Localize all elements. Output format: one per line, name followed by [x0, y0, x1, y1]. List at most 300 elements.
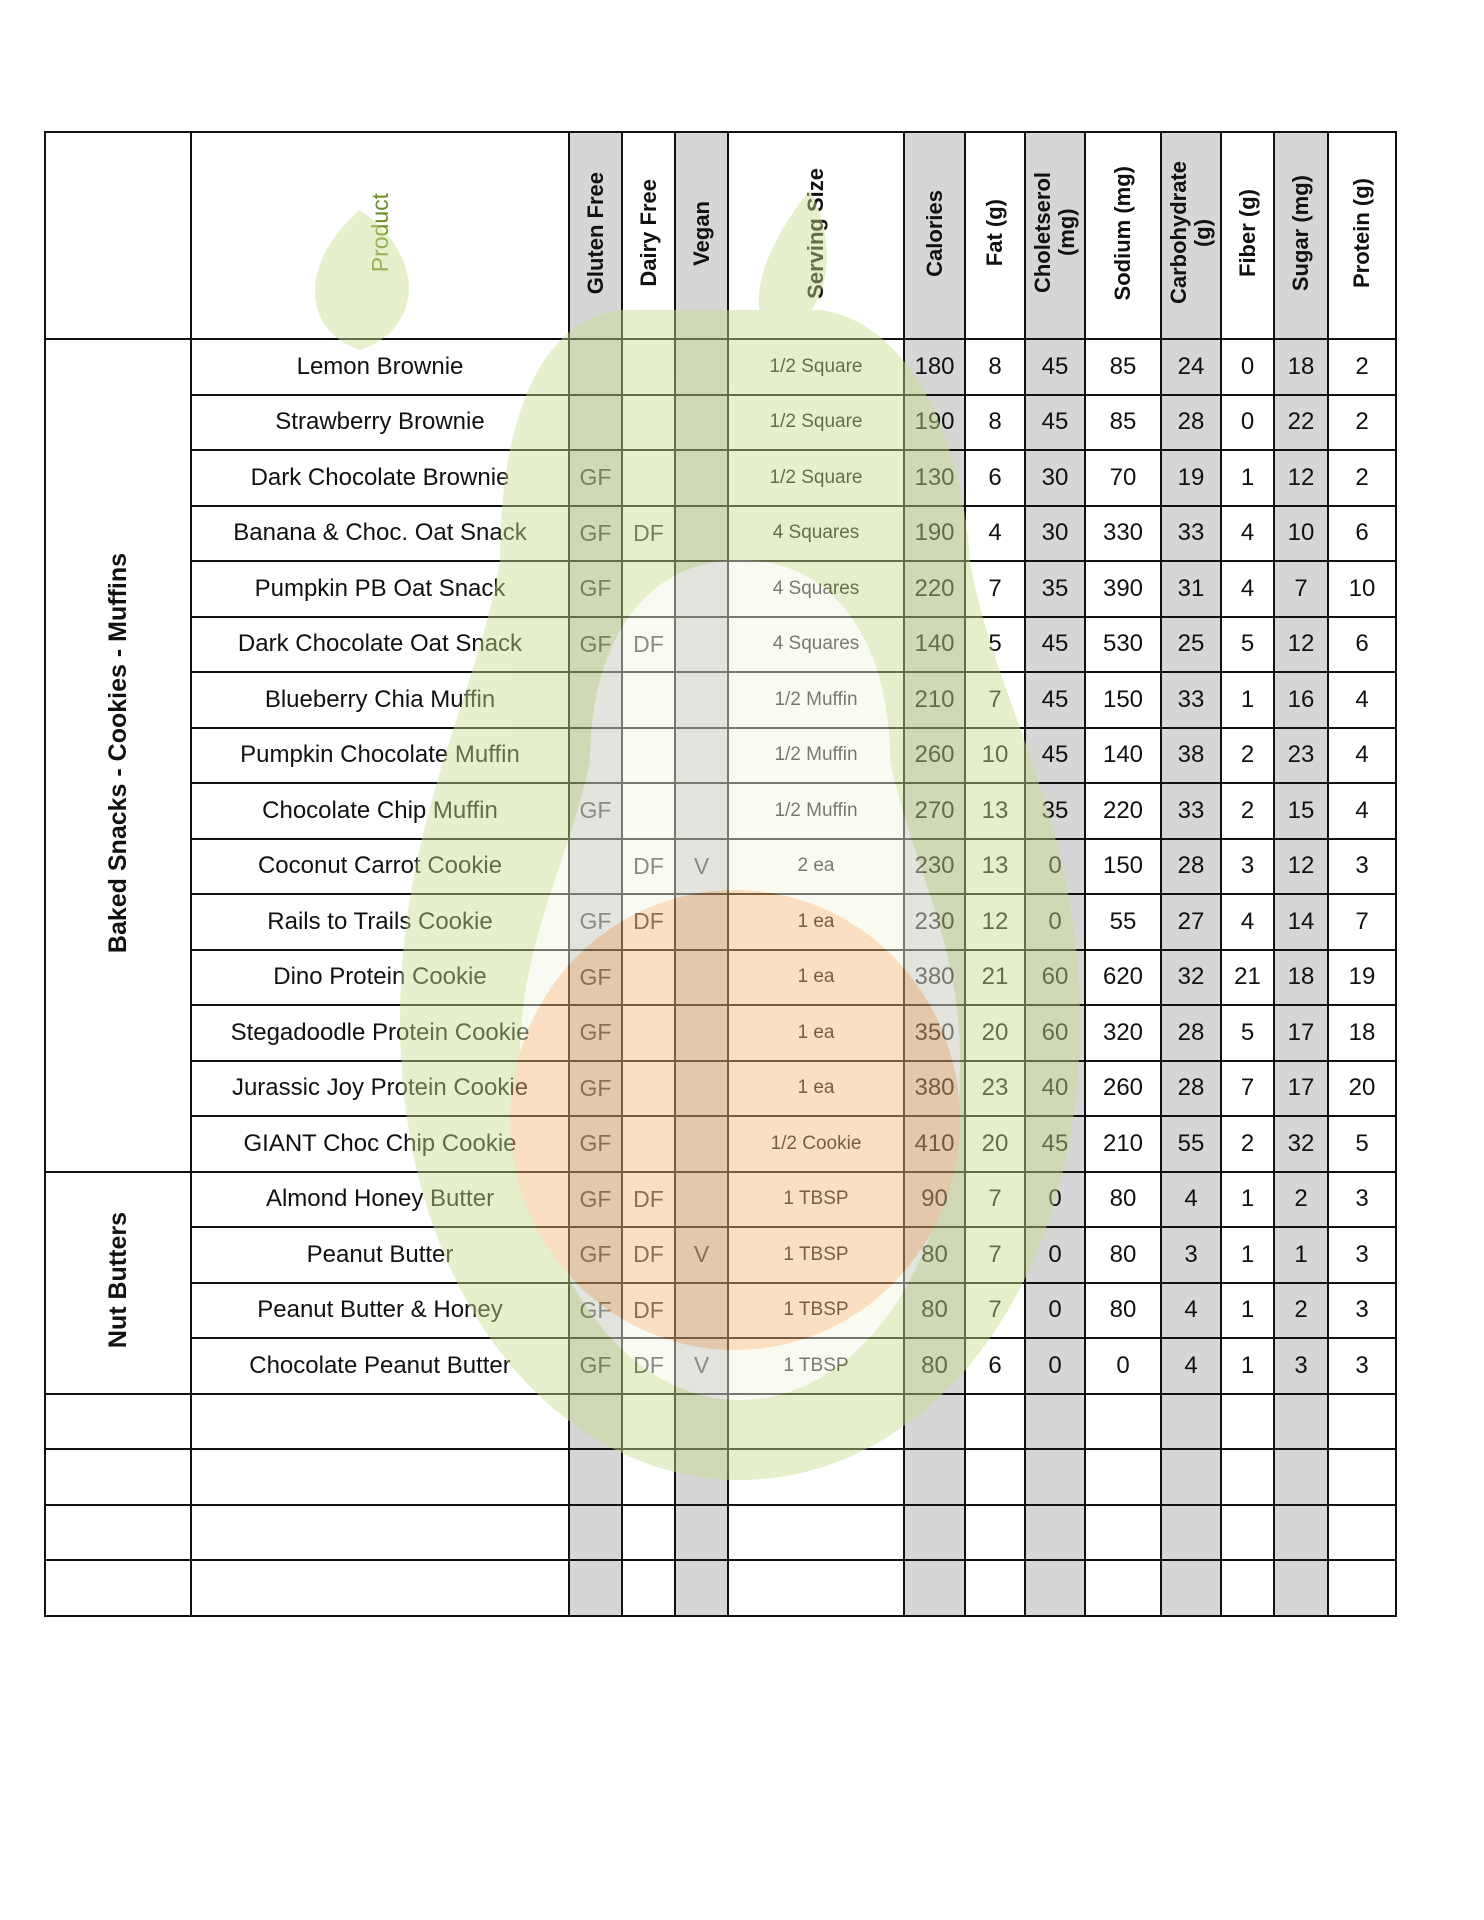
table-row	[45, 1338, 1396, 1394]
gluten-free-cell	[569, 839, 622, 895]
category-label: Baked Snacks - Cookies - Muffins	[104, 552, 132, 953]
empty-cell	[1161, 1505, 1221, 1561]
sodium-cell: 210	[1085, 1116, 1161, 1172]
fiber-cell: 3	[1221, 839, 1274, 895]
empty-cell	[1221, 1449, 1274, 1505]
fat-cell: 5	[965, 617, 1025, 673]
carbohydrate-cell: 24	[1161, 339, 1221, 395]
sodium-cell: 80	[1085, 1227, 1161, 1283]
calories-cell: 350	[904, 1005, 965, 1061]
sugar-cell: 2	[1274, 1172, 1328, 1228]
empty-cell	[191, 1394, 569, 1450]
fiber-cell: 1	[1221, 1172, 1274, 1228]
empty-cell	[622, 1449, 675, 1505]
product-cell: Coconut Carrot Cookie	[191, 839, 569, 895]
serving-size-cell: 1 TBSP	[728, 1227, 904, 1283]
serving-size-cell: 1/2 Cookie	[728, 1116, 904, 1172]
fat-cell: 10	[965, 728, 1025, 784]
carbohydrate-cell: 31	[1161, 561, 1221, 617]
calories-cell: 80	[904, 1338, 965, 1394]
carbohydrate-cell: 33	[1161, 672, 1221, 728]
sugar-cell: 7	[1274, 561, 1328, 617]
empty-cell	[622, 1505, 675, 1561]
cholesterol-cell: 40	[1025, 1061, 1085, 1117]
empty-cell	[1161, 1449, 1221, 1505]
empty-cell	[675, 1505, 728, 1561]
empty-cell	[965, 1560, 1025, 1616]
fat-cell: 7	[965, 1172, 1025, 1228]
calories-cell: 80	[904, 1227, 965, 1283]
vegan-cell	[675, 1005, 728, 1061]
fiber-cell: 5	[1221, 617, 1274, 673]
gluten-free-cell: GF	[569, 1172, 622, 1228]
dairy-free-cell	[622, 1116, 675, 1172]
vegan-cell: V	[675, 1338, 728, 1394]
dairy-free-header: Dairy Free	[622, 132, 675, 339]
protein-cell: 2	[1328, 450, 1396, 506]
calories-cell: 190	[904, 395, 965, 451]
sodium-cell: 70	[1085, 450, 1161, 506]
fat-cell: 23	[965, 1061, 1025, 1117]
sodium-cell: 150	[1085, 839, 1161, 895]
fiber-cell: 0	[1221, 395, 1274, 451]
empty-cell	[904, 1560, 965, 1616]
table-row	[45, 395, 1396, 451]
protein-cell: 4	[1328, 783, 1396, 839]
vegan-cell	[675, 450, 728, 506]
empty-cell	[191, 1449, 569, 1505]
sodium-cell: 620	[1085, 950, 1161, 1006]
carbohydrate-cell: 33	[1161, 506, 1221, 562]
fat-cell: 6	[965, 1338, 1025, 1394]
product-header: Product	[191, 132, 569, 339]
dairy-free-cell: DF	[622, 1227, 675, 1283]
product-cell: Pumpkin PB Oat Snack	[191, 561, 569, 617]
fat-cell: 20	[965, 1005, 1025, 1061]
cholesterol-cell: 0	[1025, 1338, 1085, 1394]
empty-cell	[569, 1505, 622, 1561]
gluten-free-cell: GF	[569, 506, 622, 562]
gluten-free-cell: GF	[569, 950, 622, 1006]
empty-cell	[1161, 1394, 1221, 1450]
empty-cell	[1274, 1449, 1328, 1505]
fat-cell: 6	[965, 450, 1025, 506]
sodium-cell: 80	[1085, 1172, 1161, 1228]
protein-cell: 6	[1328, 617, 1396, 673]
sugar-cell: 16	[1274, 672, 1328, 728]
product-cell: Jurassic Joy Protein Cookie	[191, 1061, 569, 1117]
cholesterol-cell: 45	[1025, 672, 1085, 728]
product-cell: Chocolate Peanut Butter	[191, 1338, 569, 1394]
empty-cell	[1274, 1394, 1328, 1450]
empty-cell	[569, 1394, 622, 1450]
gluten-free-cell: GF	[569, 1116, 622, 1172]
cholesterol-cell: 0	[1025, 1283, 1085, 1339]
cholesterol-cell: 35	[1025, 561, 1085, 617]
sugar-cell: 12	[1274, 450, 1328, 506]
empty-cell	[728, 1560, 904, 1616]
sugar-header: Sugar (mg)	[1274, 132, 1328, 339]
dairy-free-cell	[622, 728, 675, 784]
serving-size-cell: 1 TBSP	[728, 1172, 904, 1228]
protein-cell: 4	[1328, 728, 1396, 784]
calories-cell: 90	[904, 1172, 965, 1228]
product-cell: Chocolate Chip Muffin	[191, 783, 569, 839]
empty-cell	[904, 1505, 965, 1561]
cholesterol-cell: 60	[1025, 950, 1085, 1006]
gluten-free-cell: GF	[569, 1005, 622, 1061]
dairy-free-cell: DF	[622, 617, 675, 673]
cholesterol-cell: 0	[1025, 839, 1085, 895]
gluten-free-cell	[569, 728, 622, 784]
protein-cell: 19	[1328, 950, 1396, 1006]
gluten-free-cell: GF	[569, 561, 622, 617]
sugar-cell: 32	[1274, 1116, 1328, 1172]
fiber-cell: 0	[1221, 339, 1274, 395]
table-row	[45, 506, 1396, 562]
empty-cell	[45, 1394, 191, 1450]
carbohydrate-header: Carbohydrate (g)	[1161, 132, 1221, 339]
empty-row	[45, 1449, 1396, 1505]
empty-cell	[1221, 1505, 1274, 1561]
empty-cell	[1085, 1394, 1161, 1450]
empty-cell	[675, 1560, 728, 1616]
vegan-cell	[675, 1283, 728, 1339]
table-row	[45, 1227, 1396, 1283]
table-row	[45, 894, 1396, 950]
carbohydrate-cell: 4	[1161, 1338, 1221, 1394]
cholesterol-cell: 30	[1025, 450, 1085, 506]
protein-cell: 4	[1328, 672, 1396, 728]
product-cell: Strawberry Brownie	[191, 395, 569, 451]
sugar-cell: 17	[1274, 1005, 1328, 1061]
carbohydrate-cell: 32	[1161, 950, 1221, 1006]
sodium-cell: 55	[1085, 894, 1161, 950]
gluten-free-cell: GF	[569, 1061, 622, 1117]
dairy-free-cell	[622, 339, 675, 395]
serving-size-cell: 1/2 Square	[728, 395, 904, 451]
product-cell: GIANT Choc Chip Cookie	[191, 1116, 569, 1172]
calories-cell: 230	[904, 839, 965, 895]
empty-cell	[965, 1505, 1025, 1561]
protein-cell: 3	[1328, 839, 1396, 895]
fat-cell: 13	[965, 839, 1025, 895]
fiber-cell: 7	[1221, 1061, 1274, 1117]
sugar-cell: 18	[1274, 950, 1328, 1006]
empty-row	[45, 1560, 1396, 1616]
empty-cell	[1221, 1560, 1274, 1616]
empty-cell	[1328, 1394, 1396, 1450]
serving-size-cell: 1 ea	[728, 1005, 904, 1061]
calories-cell: 380	[904, 1061, 965, 1117]
table-row	[45, 617, 1396, 673]
empty-cell	[1274, 1505, 1328, 1561]
table-row	[45, 839, 1396, 895]
carbohydrate-cell: 28	[1161, 839, 1221, 895]
fiber-cell: 1	[1221, 450, 1274, 506]
vegan-cell	[675, 728, 728, 784]
dairy-free-cell	[622, 672, 675, 728]
empty-cell	[904, 1394, 965, 1450]
serving-size-cell: 1/2 Muffin	[728, 783, 904, 839]
vegan-cell	[675, 894, 728, 950]
cholesterol-cell: 45	[1025, 728, 1085, 784]
dairy-free-cell	[622, 395, 675, 451]
protein-cell: 3	[1328, 1283, 1396, 1339]
protein-cell: 5	[1328, 1116, 1396, 1172]
sodium-cell: 390	[1085, 561, 1161, 617]
dairy-free-cell	[622, 1061, 675, 1117]
table-row	[45, 783, 1396, 839]
empty-cell	[1085, 1449, 1161, 1505]
vegan-cell	[675, 1116, 728, 1172]
calories-cell: 190	[904, 506, 965, 562]
fiber-cell: 2	[1221, 728, 1274, 784]
vegan-cell	[675, 1061, 728, 1117]
fiber-cell: 1	[1221, 1227, 1274, 1283]
empty-cell	[1085, 1505, 1161, 1561]
vegan-cell	[675, 950, 728, 1006]
category-cell	[45, 339, 191, 1172]
dairy-free-cell	[622, 950, 675, 1006]
fiber-cell: 1	[1221, 1338, 1274, 1394]
vegan-cell: V	[675, 1227, 728, 1283]
fiber-cell: 5	[1221, 1005, 1274, 1061]
calories-cell: 140	[904, 617, 965, 673]
calories-cell: 130	[904, 450, 965, 506]
table-row	[45, 950, 1396, 1006]
carbohydrate-cell: 33	[1161, 783, 1221, 839]
dairy-free-cell: DF	[622, 1283, 675, 1339]
serving-size-cell: 1 TBSP	[728, 1338, 904, 1394]
serving-size-cell: 4 Squares	[728, 506, 904, 562]
product-cell: Rails to Trails Cookie	[191, 894, 569, 950]
dairy-free-cell	[622, 783, 675, 839]
dairy-free-cell: DF	[622, 1338, 675, 1394]
serving-size-cell: 4 Squares	[728, 617, 904, 673]
fiber-cell: 2	[1221, 1116, 1274, 1172]
cholesterol-cell: 60	[1025, 1005, 1085, 1061]
product-cell: Peanut Butter & Honey	[191, 1283, 569, 1339]
carbohydrate-cell: 28	[1161, 1005, 1221, 1061]
product-cell: Almond Honey Butter	[191, 1172, 569, 1228]
corner-cell	[45, 132, 191, 339]
gluten-free-cell: GF	[569, 450, 622, 506]
calories-cell: 410	[904, 1116, 965, 1172]
vegan-cell	[675, 617, 728, 673]
product-cell: Dark Chocolate Brownie	[191, 450, 569, 506]
carbohydrate-cell: 27	[1161, 894, 1221, 950]
table-row	[45, 1005, 1396, 1061]
vegan-cell	[675, 672, 728, 728]
carbohydrate-cell: 38	[1161, 728, 1221, 784]
gluten-free-cell	[569, 672, 622, 728]
table-row	[45, 1283, 1396, 1339]
protein-cell: 6	[1328, 506, 1396, 562]
cholesterol-cell: 45	[1025, 1116, 1085, 1172]
cholesterol-cell: 0	[1025, 894, 1085, 950]
sugar-cell: 2	[1274, 1283, 1328, 1339]
product-cell: Dark Chocolate Oat Snack	[191, 617, 569, 673]
serving-size-cell: 1/2 Muffin	[728, 728, 904, 784]
sodium-cell: 260	[1085, 1061, 1161, 1117]
sugar-cell: 1	[1274, 1227, 1328, 1283]
sodium-cell: 330	[1085, 506, 1161, 562]
calories-cell: 180	[904, 339, 965, 395]
empty-cell	[191, 1560, 569, 1616]
table-row	[45, 561, 1396, 617]
empty-row	[45, 1505, 1396, 1561]
fat-cell: 8	[965, 395, 1025, 451]
empty-cell	[1328, 1449, 1396, 1505]
calories-cell: 270	[904, 783, 965, 839]
product-cell: Pumpkin Chocolate Muffin	[191, 728, 569, 784]
empty-cell	[1085, 1560, 1161, 1616]
gluten-free-cell: GF	[569, 1283, 622, 1339]
cholesterol-cell: 35	[1025, 783, 1085, 839]
protein-cell: 3	[1328, 1227, 1396, 1283]
empty-cell	[1025, 1560, 1085, 1616]
carbohydrate-cell: 19	[1161, 450, 1221, 506]
empty-cell	[675, 1449, 728, 1505]
serving-size-cell: 1 TBSP	[728, 1283, 904, 1339]
protein-cell: 10	[1328, 561, 1396, 617]
sodium-cell: 220	[1085, 783, 1161, 839]
protein-cell: 7	[1328, 894, 1396, 950]
sugar-cell: 22	[1274, 395, 1328, 451]
fiber-cell: 2	[1221, 783, 1274, 839]
sodium-cell: 140	[1085, 728, 1161, 784]
cholesterol-cell: 45	[1025, 395, 1085, 451]
calories-cell: 210	[904, 672, 965, 728]
empty-row	[45, 1394, 1396, 1450]
carbohydrate-cell: 4	[1161, 1283, 1221, 1339]
empty-cell	[622, 1560, 675, 1616]
table-row	[45, 339, 1396, 395]
sugar-cell: 10	[1274, 506, 1328, 562]
protein-cell: 2	[1328, 339, 1396, 395]
calories-cell: 230	[904, 894, 965, 950]
sugar-cell: 12	[1274, 839, 1328, 895]
empty-cell	[1328, 1505, 1396, 1561]
empty-cell	[45, 1449, 191, 1505]
carbohydrate-cell: 28	[1161, 1061, 1221, 1117]
carbohydrate-cell: 25	[1161, 617, 1221, 673]
category-label: Nut Butters	[104, 1211, 132, 1349]
fat-cell: 8	[965, 339, 1025, 395]
sodium-cell: 150	[1085, 672, 1161, 728]
empty-cell	[191, 1505, 569, 1561]
calories-header: Calories	[904, 132, 965, 339]
serving-size-cell: 1/2 Square	[728, 450, 904, 506]
gluten-free-cell	[569, 395, 622, 451]
header-row	[45, 132, 1396, 339]
fiber-cell: 1	[1221, 1283, 1274, 1339]
table-row	[45, 672, 1396, 728]
empty-cell	[569, 1449, 622, 1505]
fat-header: Fat (g)	[965, 132, 1025, 339]
fat-cell: 20	[965, 1116, 1025, 1172]
calories-cell: 260	[904, 728, 965, 784]
sodium-cell: 530	[1085, 617, 1161, 673]
vegan-cell	[675, 561, 728, 617]
carbohydrate-cell: 28	[1161, 395, 1221, 451]
product-cell: Peanut Butter	[191, 1227, 569, 1283]
fat-cell: 21	[965, 950, 1025, 1006]
sugar-cell: 3	[1274, 1338, 1328, 1394]
sugar-cell: 14	[1274, 894, 1328, 950]
carbohydrate-cell: 3	[1161, 1227, 1221, 1283]
product-cell: Blueberry Chia Muffin	[191, 672, 569, 728]
gluten-free-cell: GF	[569, 1338, 622, 1394]
vegan-cell	[675, 339, 728, 395]
vegan-cell	[675, 395, 728, 451]
gluten-free-header: Gluten Free	[569, 132, 622, 339]
cholesterol-header: Choletserol (mg)	[1025, 132, 1085, 339]
empty-cell	[1025, 1449, 1085, 1505]
product-cell: Dino Protein Cookie	[191, 950, 569, 1006]
vegan-cell	[675, 506, 728, 562]
carbohydrate-cell: 4	[1161, 1172, 1221, 1228]
protein-cell: 2	[1328, 395, 1396, 451]
serving-size-cell: 1 ea	[728, 894, 904, 950]
table-body	[45, 339, 1396, 1616]
sodium-header: Sodium (mg)	[1085, 132, 1161, 339]
protein-header: Protein (g)	[1328, 132, 1396, 339]
carbohydrate-cell: 55	[1161, 1116, 1221, 1172]
vegan-cell	[675, 1172, 728, 1228]
cholesterol-cell: 30	[1025, 506, 1085, 562]
gluten-free-cell: GF	[569, 617, 622, 673]
calories-cell: 380	[904, 950, 965, 1006]
empty-cell	[965, 1394, 1025, 1450]
empty-cell	[965, 1449, 1025, 1505]
dairy-free-cell	[622, 1005, 675, 1061]
empty-cell	[675, 1394, 728, 1450]
sodium-cell: 0	[1085, 1338, 1161, 1394]
dairy-free-cell: DF	[622, 506, 675, 562]
sodium-cell: 85	[1085, 395, 1161, 451]
category-cell	[45, 1172, 191, 1394]
dairy-free-cell: DF	[622, 894, 675, 950]
protein-cell: 20	[1328, 1061, 1396, 1117]
sugar-cell: 12	[1274, 617, 1328, 673]
empty-cell	[1025, 1394, 1085, 1450]
empty-cell	[728, 1394, 904, 1450]
empty-cell	[1161, 1560, 1221, 1616]
sugar-cell: 23	[1274, 728, 1328, 784]
product-cell: Banana & Choc. Oat Snack	[191, 506, 569, 562]
cholesterol-cell: 45	[1025, 339, 1085, 395]
calories-cell: 80	[904, 1283, 965, 1339]
empty-cell	[1221, 1394, 1274, 1450]
calories-cell: 220	[904, 561, 965, 617]
fat-cell: 7	[965, 561, 1025, 617]
fat-cell: 7	[965, 1227, 1025, 1283]
empty-cell	[45, 1560, 191, 1616]
product-cell: Lemon Brownie	[191, 339, 569, 395]
cholesterol-cell: 0	[1025, 1227, 1085, 1283]
serving-size-cell: 1 ea	[728, 950, 904, 1006]
fat-cell: 7	[965, 1283, 1025, 1339]
product-cell: Stegadoodle Protein Cookie	[191, 1005, 569, 1061]
empty-cell	[1328, 1560, 1396, 1616]
gluten-free-cell: GF	[569, 1227, 622, 1283]
table-row	[45, 1172, 1396, 1228]
serving-size-cell: 4 Squares	[728, 561, 904, 617]
fiber-cell: 4	[1221, 506, 1274, 562]
nutrition-table	[44, 131, 1397, 1617]
